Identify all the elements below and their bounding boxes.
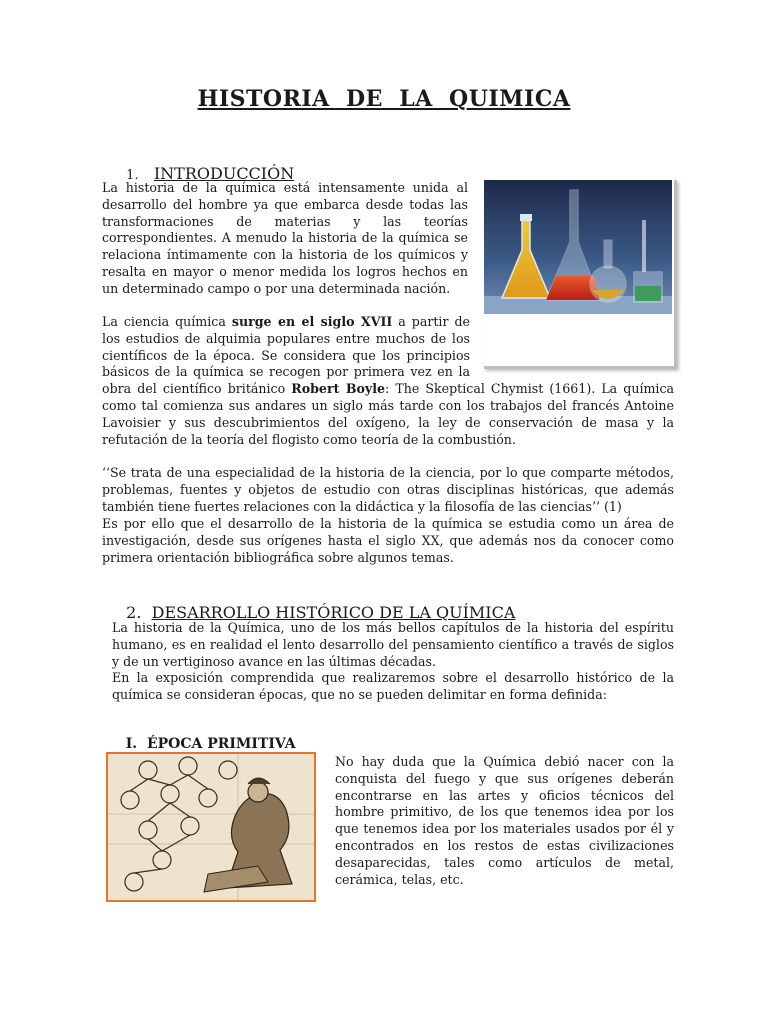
section-2-paragraph-1: La historia de la Química, uno de los más bellos capítulos de la historia del espíritu humano, es en realidad el lento desarrollo del pensamiento científico a través de siglos y de un vertiginoso avance en las últimas décadas.	[112, 620, 674, 669]
section-2-number: 2.	[126, 603, 142, 622]
intro-quote: ‘‘Se trata de una especialidad de la historia de la ciencia, por lo que comparte métodos, problemas, fuentes y objetos de estudio con otras disciplinas históricas, que además también tiene fuertes relaciones con la didáctica y la filosofía de las ciencias’’ (1)	[102, 465, 674, 514]
epoca-primitiva-heading	[116, 720, 296, 752]
image-wrap-spacer	[470, 314, 674, 372]
section-1-title: INTRODUCCIÓN	[153, 164, 295, 183]
intro-p2-bold-1: surge en el siglo XVII	[231, 314, 393, 329]
section-1-heading	[116, 145, 294, 183]
section-1-number: 1.	[126, 168, 139, 183]
intro-paragraph-2	[102, 314, 674, 448]
section-2-paragraph-2: En la exposición comprendida que realizaremos sobre el desarrollo histórico de la química se consideran épocas, que no se pueden delimitar en forma definida:	[112, 670, 674, 702]
section-2-title: DESARROLLO HISTÓRICO DE LA QUÍMICA	[151, 603, 516, 622]
subheading-number: I.	[125, 736, 138, 752]
document-title: HISTORIA DE LA QUIMICA	[197, 86, 571, 112]
section-2-heading	[116, 584, 515, 622]
intro-p2-bold-2: Robert Boyle	[291, 381, 386, 397]
flasks-illustration	[484, 180, 672, 314]
intro-p2-text-1: La ciencia química	[102, 314, 232, 329]
intro-p2-text-2: a partir de los estudios de alquimia populares entre muchos de los científicos de la época. Se considera que los principios básicos de la química se recogen por primera vez en la obra del científico británico	[102, 314, 470, 397]
alchemy-engraving-image	[106, 752, 316, 902]
intro-paragraph-1: La historia de la química está intensamente unida al desarrollo del hombre ya que embarca desde todas las transformaciones de materias y las teorías correspondientes. A menudo la historia de la química se relaciona íntimamente con la historia de los químicos y resalta en mayor o menor medida los logros hechos en un determinado campo o por una determinada nación.	[102, 180, 468, 296]
epoca-primitiva-paragraph: No hay duda que la Química debió nacer con la conquista del fuego y que sus orígenes deberán encontrarse en las artes y oficios técnicos del hombre primitivo, de los que tenemos idea por los que tenemos idea por los materiales usados por él y encontrados en los restos de estas civilizaciones desaparecidas, tales como artículos de metal, cerámica, telas, etc.	[335, 754, 674, 887]
intro-paragraph-3: Es por ello que el desarrollo de la historia de la química se estudia como un área de investigación, desde sus orígenes hasta el siglo XX, que además nos da conocer como primera orientación bibliográfica sobre algunos temas.	[102, 516, 674, 565]
subheading-title: ÉPOCA PRIMITIVA	[146, 736, 296, 752]
intro-p2-text-3: : The Skeptical Chymist (1661). La química como tal comienza sus andares un siglo más tarde con los trabajos del francés Antoine Lavoisier y sus descubrimientos del oxígeno, la ley de conservación de masa y la refutación de la teoría del flogisto como teoría de la combustión.	[102, 381, 675, 447]
engraving-illustration	[108, 754, 314, 900]
